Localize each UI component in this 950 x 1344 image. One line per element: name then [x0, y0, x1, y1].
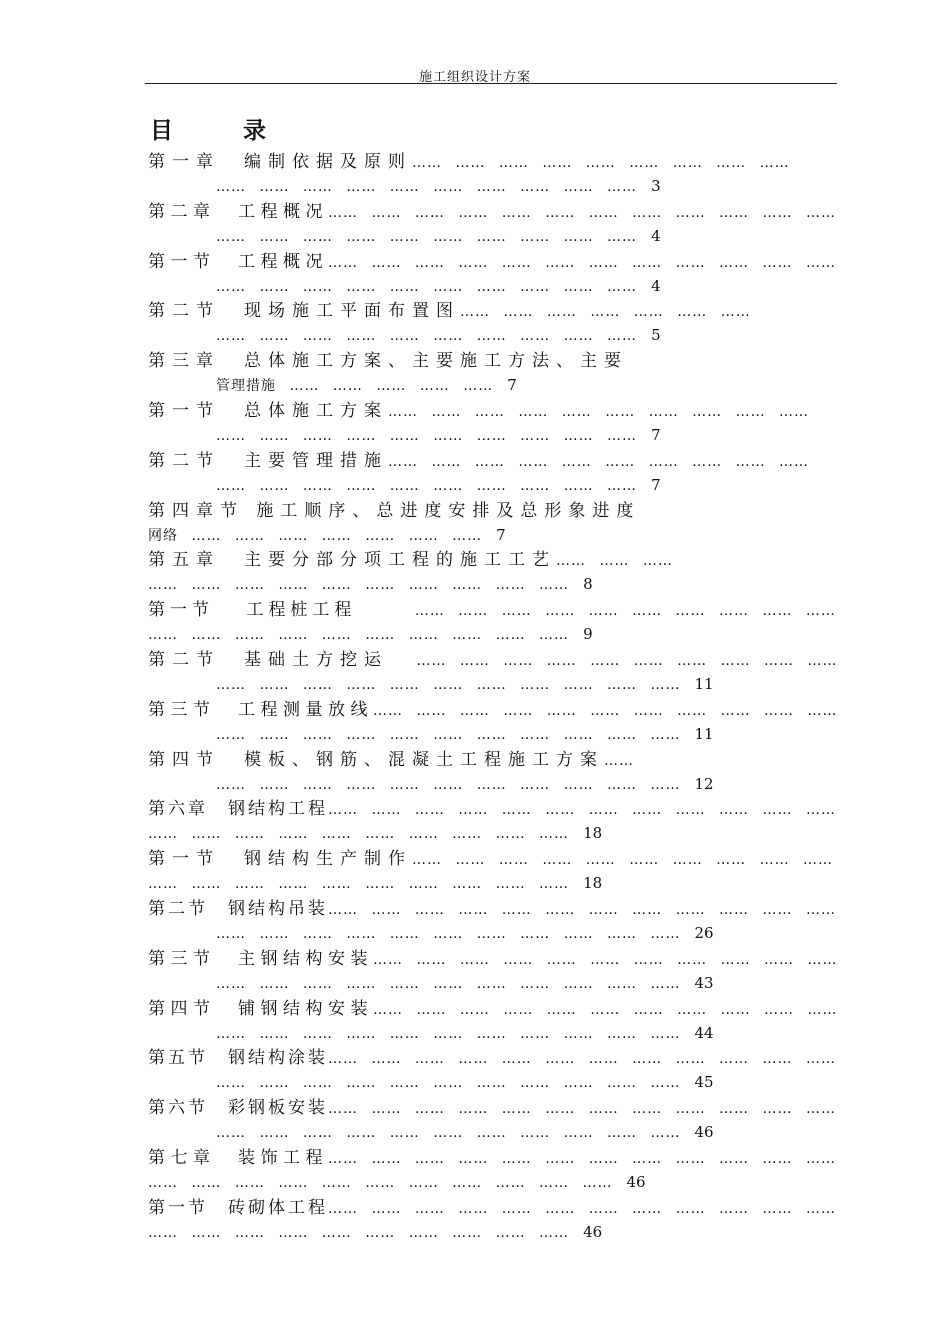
toc-entry-leader-cont: …… …… …… …… …… …… …… …… …… …… …… [216, 1125, 681, 1142]
toc-entry-leader: …… [604, 752, 634, 769]
toc-entry-page-number: 7 [507, 376, 517, 395]
running-header: 施工组织设计方案 [418, 70, 531, 85]
toc-entry-page-number: 4 [651, 226, 661, 245]
toc-entry-leader-cont: …… …… …… …… …… …… …… …… …… …… …… [216, 1075, 681, 1092]
toc-entry-leader-cont: …… …… …… …… …… …… …… …… …… …… [148, 876, 570, 893]
toc-entry-line2 [216, 1023, 714, 1044]
toc-entry-label: 第三节 工程测量放线 [148, 699, 373, 720]
toc-entry-label: 第二章 工程概况 [148, 201, 328, 222]
toc-entry-page-number: 4 [651, 276, 661, 295]
toc-entry-line2 [148, 823, 602, 844]
toc-entry[interactable] [148, 299, 828, 349]
toc-entry[interactable] [148, 698, 838, 748]
header-rule [145, 83, 837, 84]
toc-entry-page-number: 3 [651, 177, 661, 195]
toc-entry-line2 [216, 674, 714, 695]
toc-entry-leader-cont: …… …… …… …… …… …… …… …… …… …… …… [216, 975, 681, 992]
toc-entry-line2 [216, 226, 661, 247]
toc-entry-line1 [148, 949, 838, 970]
toc-entry-leader: …… …… …… …… …… …… …… …… …… …… …… …… [328, 1101, 836, 1118]
toc-entry-line2 [148, 873, 602, 894]
toc-entry-line2 [148, 624, 593, 645]
toc-entry-leader-cont: …… …… …… …… …… …… …… …… …… …… [216, 477, 638, 494]
toc-entry[interactable] [148, 847, 834, 897]
toc-entry-leader-cont: …… …… …… …… …… …… …… …… …… …… [148, 1224, 570, 1241]
toc-entry-leader: …… …… …… …… …… …… …… …… …… …… …… …… [328, 254, 836, 271]
toc-entry-page-number: 18 [583, 824, 603, 843]
toc-entry-line1 [148, 1148, 836, 1169]
toc-entry-label: 第四章节 施工顺序、总进度安排及总形象进度 [148, 500, 641, 521]
toc-entry-line2 [216, 724, 714, 745]
toc-title-part1: 目 [150, 117, 173, 144]
toc-entry-line1 [148, 600, 836, 621]
toc-entry[interactable] [148, 1146, 836, 1196]
toc-entry-leader-cont: 管理措施 …… …… …… …… …… [216, 378, 494, 395]
toc-entry-leader: …… …… …… …… …… …… …… …… …… …… [388, 403, 810, 420]
toc-entry[interactable] [148, 1046, 836, 1096]
toc-entry-page-number: 11 [694, 724, 714, 743]
toc-entry-leader-cont: …… …… …… …… …… …… …… …… …… …… …… [216, 676, 681, 693]
toc-entry-line2 [148, 1172, 646, 1193]
toc-entry-line1 [148, 401, 809, 422]
toc-entry-leader: …… …… …… …… …… …… …… …… …… …… …… [373, 702, 838, 719]
toc-entry-label: 第三章 总体施工方案、主要施工方法、主要 [148, 351, 628, 372]
toc-entry-leader-cont: …… …… …… …… …… …… …… …… …… …… [216, 278, 638, 295]
toc-entry-leader: …… …… …… …… …… …… …… …… …… …… …… …… [328, 204, 836, 221]
toc-entry-leader: …… …… …… …… …… …… …… …… …… …… …… …… [328, 1051, 836, 1068]
toc-entry-line1 [148, 700, 838, 721]
toc-entry[interactable] [148, 598, 836, 648]
toc-entry-leader: …… …… …… …… …… …… …… …… …… …… [412, 852, 834, 869]
toc-entry-line1 [148, 451, 809, 472]
toc-entry-label: 第一节 钢结构生产制作 [148, 849, 412, 870]
toc-entry-label: 第一节 总体施工方案 [148, 400, 388, 421]
toc-entry-label: 第一节 工程概况 [148, 251, 328, 272]
toc-entry-line2 [216, 1122, 714, 1143]
table-of-contents [148, 150, 838, 1246]
toc-entry-line1 [148, 1098, 836, 1119]
toc-entry-line2 [148, 574, 593, 595]
toc-entry-line2 [216, 923, 714, 944]
toc-entry-line1 [148, 1048, 836, 1069]
toc-entry-line1 [148, 550, 673, 571]
toc-entry-line1 [148, 252, 836, 273]
toc-entry-line1 [148, 999, 838, 1020]
toc-entry-line1 [148, 351, 628, 372]
toc-entry[interactable] [148, 748, 828, 798]
toc-entry-line1 [148, 849, 833, 870]
toc-entry-line2 [216, 1072, 714, 1093]
toc-entry-line1 [148, 301, 751, 322]
toc-entry-page-number: 44 [694, 1023, 714, 1042]
toc-entry-leader: …… …… …… …… …… …… …… [460, 304, 751, 321]
toc-entry-page-number: 7 [496, 525, 506, 544]
toc-entry-leader: …… …… …… …… …… …… …… …… …… …… …… …… [328, 901, 836, 918]
toc-entry-label: 第七章 装饰工程 [148, 1147, 328, 1168]
toc-entry-page-number: 18 [583, 874, 603, 893]
toc-entry-leader-cont: …… …… …… …… …… …… …… …… …… …… [148, 826, 570, 843]
toc-entry-page-number: 46 [694, 1123, 714, 1142]
toc-entry[interactable] [148, 797, 836, 847]
toc-entry-leader-cont: …… …… …… …… …… …… …… …… …… …… [148, 577, 570, 594]
toc-entry[interactable] [148, 200, 836, 250]
toc-entry-leader: …… …… …… …… …… …… …… …… …… …… [356, 603, 836, 620]
toc-entry-line2 [216, 375, 517, 396]
toc-entry-line1 [148, 899, 836, 920]
toc-entry-label: 第二节 基础土方挖运 [148, 649, 388, 670]
toc-entry-label: 第一章 编制依据及原则 [148, 152, 412, 172]
toc-entry-label: 第五章 主要分部分项工程的施工工艺 [148, 550, 556, 571]
toc-entry-leader-cont: …… …… …… …… …… …… …… …… …… …… …… [216, 776, 681, 793]
toc-entry-page-number: 7 [651, 475, 661, 494]
toc-entry-line1 [148, 799, 836, 820]
toc-entry-leader: …… …… …… …… …… …… …… …… …… …… [388, 453, 810, 470]
toc-entry-page-number: 26 [694, 923, 714, 942]
toc-entry-page-number: 46 [583, 1222, 603, 1241]
toc-entry-page-number: 7 [651, 425, 661, 444]
toc-entry-label: 第一节 工程桩工程 [148, 600, 357, 621]
toc-entry-leader: …… …… …… …… …… …… …… …… …… …… …… …… [328, 1150, 836, 1167]
toc-entry-leader-cont: …… …… …… …… …… …… …… …… …… …… …… [216, 726, 681, 743]
toc-entry-label: 第六章 钢结构工程 [148, 799, 328, 820]
toc-entry-line2 [216, 774, 714, 795]
toc-entry[interactable] [148, 150, 828, 200]
toc-entry-leader-cont: …… …… …… …… …… …… …… …… …… …… [148, 627, 570, 644]
toc-entry[interactable] [148, 997, 838, 1047]
toc-entry[interactable] [148, 499, 828, 549]
toc-entry[interactable] [148, 250, 836, 300]
toc-entry-label: 第二节 钢结构吊装 [148, 898, 328, 919]
toc-entry-line1 [148, 152, 790, 173]
toc-entry-page-number: 9 [583, 625, 593, 644]
toc-entry-leader: …… …… …… …… …… …… …… …… …… …… …… [373, 1001, 838, 1018]
toc-entry-label: 第四节 模板、钢筋、混凝土工程施工方案 [148, 749, 604, 770]
toc-entry-leader-cont: …… …… …… …… …… …… …… …… …… …… …… [216, 1025, 681, 1042]
toc-entry-leader: …… …… …… …… …… …… …… …… …… [412, 155, 790, 171]
toc-entry-line2 [216, 276, 661, 297]
toc-entry[interactable] [148, 349, 828, 399]
toc-entry-label: 第三节 主钢结构安装 [148, 948, 373, 969]
toc-entry-line2 [216, 325, 661, 346]
toc-entry-label: 第六节 彩钢板安装 [148, 1098, 328, 1119]
toc-entry-leader-cont: …… …… …… …… …… …… …… …… …… …… [216, 179, 638, 195]
toc-title [150, 112, 266, 145]
toc-entry-label: 第二节 现场施工平面布置图 [148, 301, 460, 322]
toc-entry[interactable] [148, 1096, 836, 1146]
toc-title-part2: 录 [243, 117, 266, 144]
toc-entry-page-number: 46 [626, 1172, 646, 1191]
toc-entry[interactable] [148, 897, 836, 947]
toc-entry[interactable] [148, 399, 828, 449]
toc-entry-page-number: 11 [694, 674, 714, 693]
toc-entry-page-number: 5 [651, 326, 661, 345]
toc-entry-leader: …… …… …… …… …… …… …… …… …… …… …… …… [328, 802, 836, 819]
toc-entry-line2 [216, 475, 661, 496]
toc-entry-leader-cont: …… …… …… …… …… …… …… …… …… …… [216, 228, 638, 245]
toc-entry-page-number: 8 [583, 575, 593, 594]
toc-entry-page-number: 45 [694, 1073, 714, 1092]
toc-entry[interactable] [148, 947, 838, 997]
toc-entry-line1 [148, 750, 634, 771]
toc-entry-leader: …… …… …… …… …… …… …… …… …… …… [388, 652, 838, 669]
toc-entry-line1 [148, 202, 836, 223]
toc-entry[interactable] [148, 648, 838, 698]
toc-entry-line2 [216, 425, 661, 446]
toc-entry-line2 [148, 1222, 602, 1243]
toc-entry-page-number: 43 [694, 973, 714, 992]
toc-entry-leader: …… …… …… …… …… …… …… …… …… …… …… [373, 951, 838, 968]
toc-entry-page-number: 12 [694, 774, 714, 793]
toc-entry-leader-cont: …… …… …… …… …… …… …… …… …… …… …… [148, 1174, 613, 1191]
toc-entry-line1 [148, 1198, 836, 1219]
toc-entry-line1 [148, 650, 838, 671]
toc-entry-line1 [148, 501, 640, 522]
toc-entry-leader: …… …… …… [556, 553, 673, 570]
toc-entry-leader-cont: …… …… …… …… …… …… …… …… …… …… …… [216, 925, 681, 942]
toc-entry[interactable] [148, 548, 828, 598]
toc-entry-line2 [148, 525, 506, 546]
toc-entry-label: 第五节 钢结构涂装 [148, 1048, 328, 1069]
toc-entry-leader-cont: …… …… …… …… …… …… …… …… …… …… [216, 328, 638, 345]
toc-entry-label: 第二节 主要管理措施 [148, 450, 388, 471]
toc-entry-leader: …… …… …… …… …… …… …… …… …… …… …… …… [328, 1200, 836, 1217]
toc-entry-line2 [216, 973, 714, 994]
toc-entry[interactable] [148, 1196, 836, 1246]
toc-entry[interactable] [148, 449, 828, 499]
toc-entry-leader-cont: …… …… …… …… …… …… …… …… …… …… [216, 427, 638, 444]
toc-entry-line2 [216, 176, 661, 197]
toc-entry-leader-cont: 网络 …… …… …… …… …… …… …… [148, 527, 483, 544]
toc-entry-label: 第四节 铺钢结构安装 [148, 998, 373, 1019]
toc-entry-label: 第一节 砖砌体工程 [148, 1197, 328, 1218]
